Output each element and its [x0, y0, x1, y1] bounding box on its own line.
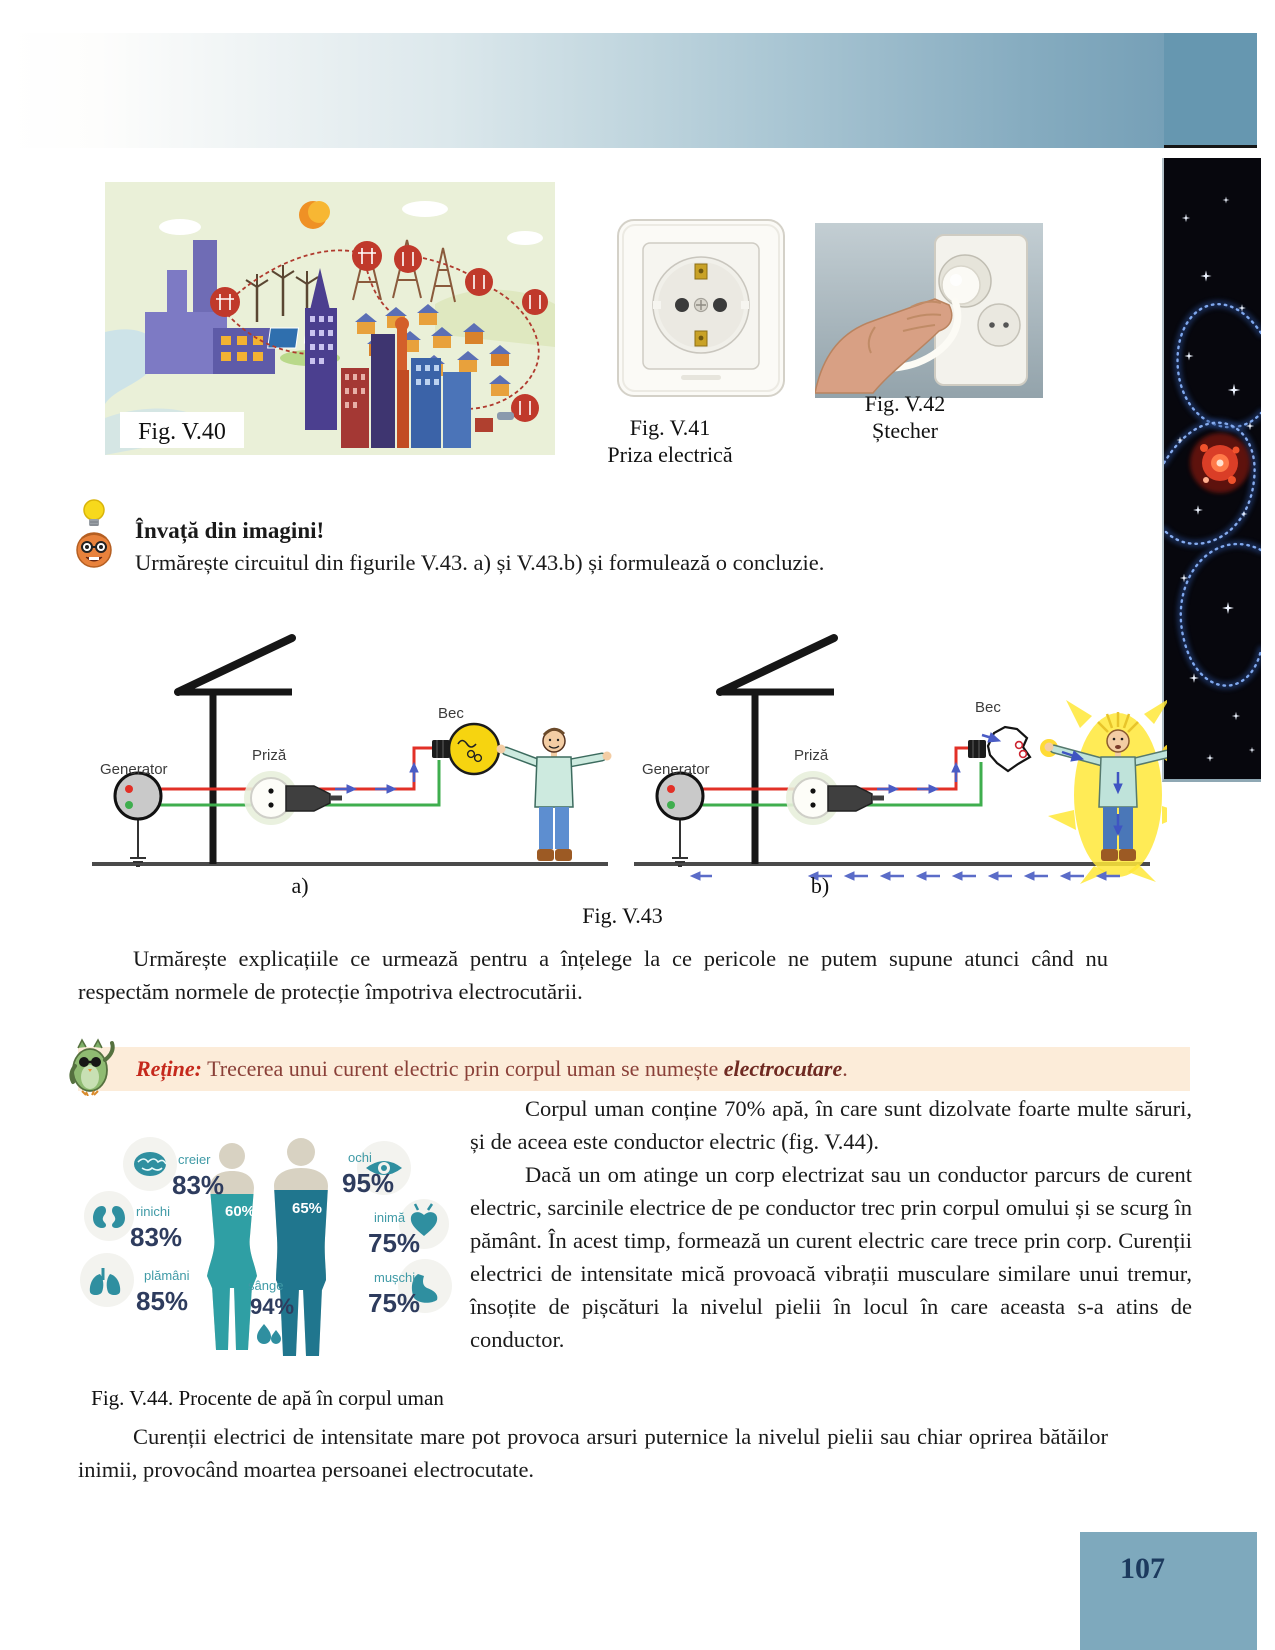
fig-v42-photo [815, 223, 1043, 398]
atom-sidebar-image [1162, 158, 1261, 782]
atom-nucleus [1190, 433, 1250, 493]
generator-label-b: Generator [642, 761, 710, 778]
organ-value: 95% [342, 1168, 395, 1198]
paragraph-body2 [470, 1158, 1192, 1356]
fig-v44-infographic [62, 1118, 467, 1370]
bulb-head-icon [70, 496, 118, 576]
fig-v40-illustration [105, 182, 555, 455]
fig-v41-image [615, 217, 787, 400]
organ-label: plămâni [144, 1268, 190, 1283]
fig-v42-caption-block [795, 390, 1015, 444]
paragraph-intro-text: Urmărește explicațiile ce urmează pentru a înțelege la ce pericole ne putem supune atunci când nu respectăm normele de protecție împotriva electrocutării. [78, 946, 1108, 1004]
organ-label: inimă [374, 1210, 406, 1225]
ground-current-arrows [691, 872, 1120, 880]
organ-value: 83% [130, 1222, 183, 1252]
organ-value: 83% [172, 1170, 225, 1200]
owl-mascot-icon [64, 1036, 116, 1096]
fig-v43-caption: Fig. V.43 [582, 903, 663, 928]
bec-label-a: Bec [438, 705, 464, 722]
organ-label: creier [178, 1152, 211, 1167]
organ-value: 85% [136, 1286, 189, 1316]
retine-highlight: electrocutare [723, 1056, 843, 1081]
paragraph-intro [78, 942, 1108, 1008]
fig-v43-label-b: b) [810, 873, 830, 898]
fig-v44-caption: Fig. V.44. Procente de apă în corpul uman [91, 1386, 444, 1410]
male-water-percent: 65% [292, 1200, 323, 1217]
blood-drop-icon [257, 1324, 281, 1344]
retine-line [136, 1047, 1176, 1091]
organ-label: mușchi [374, 1270, 416, 1285]
organ-label: rinichi [136, 1204, 170, 1219]
organ-value: 94% [250, 1294, 295, 1319]
header-blue-block [1164, 33, 1257, 148]
paragraph-body1-text: Corpul uman conține 70% apă, în care sunt dizolvate foarte multe săruri, și de aceea este conductor electric (fig. V.44). [470, 1096, 1192, 1154]
body-text-column [470, 1092, 1192, 1356]
fig-v41-caption-block [560, 414, 780, 468]
page-number-box [1080, 1532, 1257, 1650]
fig-v42-label: Fig. V.42 [864, 391, 946, 416]
person-normal [497, 729, 612, 861]
organ-value: 75% [368, 1288, 421, 1318]
organ-label: sânge [248, 1278, 284, 1293]
retine-text: Trecerea unui curent electric prin corpul uman se numește [202, 1056, 724, 1081]
header-gradient-bar [8, 33, 1164, 148]
fig-v42-caption: Ștecher [872, 418, 938, 443]
female-water-percent: 60% [225, 1203, 256, 1220]
paragraph-danger-text: Curenții electrici de intensitate mare pot provoca arsuri puternice la nivelul pielii sau chiar oprirea bătăilor inimii, provocând moartea persoanei electrocutate. [78, 1424, 1108, 1482]
learn-title: Învață din imagini! [135, 518, 325, 543]
retine-box [78, 1047, 1190, 1091]
atom-sparkles-graphic [1164, 158, 1261, 779]
brain-icon [134, 1152, 166, 1176]
fig-v43b-diagram [622, 600, 1167, 885]
fig-v41-caption: Priza electrică [607, 442, 733, 467]
fig-v40-label: Fig. V.40 [138, 419, 226, 445]
retine-period: . [842, 1056, 848, 1081]
fig-v43a-diagram [80, 600, 620, 885]
priza-label-a: Priză [252, 747, 287, 764]
bec-label-b: Bec [975, 699, 1001, 716]
priza-label-b: Priză [794, 747, 829, 764]
paragraph-body2-text: Dacă un om atinge un corp electrizat sau un conductor parcurs de curent electric, sarcinile electrice de pe conductor trec prin corpul omului și se scurg în pământ. În acest timp, formează un curent electric care trece prin corp. Curenții electrici de intensitate mică provoacă vibrații musculare similare unui tremur, însoțite de pișcături la nivelul pielii în locul în care aceasta s-a atins de conductor. [470, 1162, 1192, 1352]
person-electrocuted [1040, 698, 1167, 884]
organ-label: ochi [348, 1150, 372, 1165]
broken-bulb [988, 727, 1030, 771]
paragraph-danger [78, 1420, 1108, 1486]
car [497, 412, 514, 420]
paragraph-body1 [470, 1092, 1192, 1158]
retine-label: Reține: [136, 1056, 202, 1081]
fig-v41-label: Fig. V.41 [629, 415, 711, 440]
generator-label-a: Generator [100, 761, 168, 778]
organ-value: 75% [368, 1228, 421, 1258]
fig-v43-label-a: a) [291, 873, 309, 898]
learn-instruction: Urmărește circuitul din figurile V.43. a) și V.43.b) și formulează o concluzie. [135, 550, 825, 575]
page-number: 107 [1120, 1552, 1165, 1585]
